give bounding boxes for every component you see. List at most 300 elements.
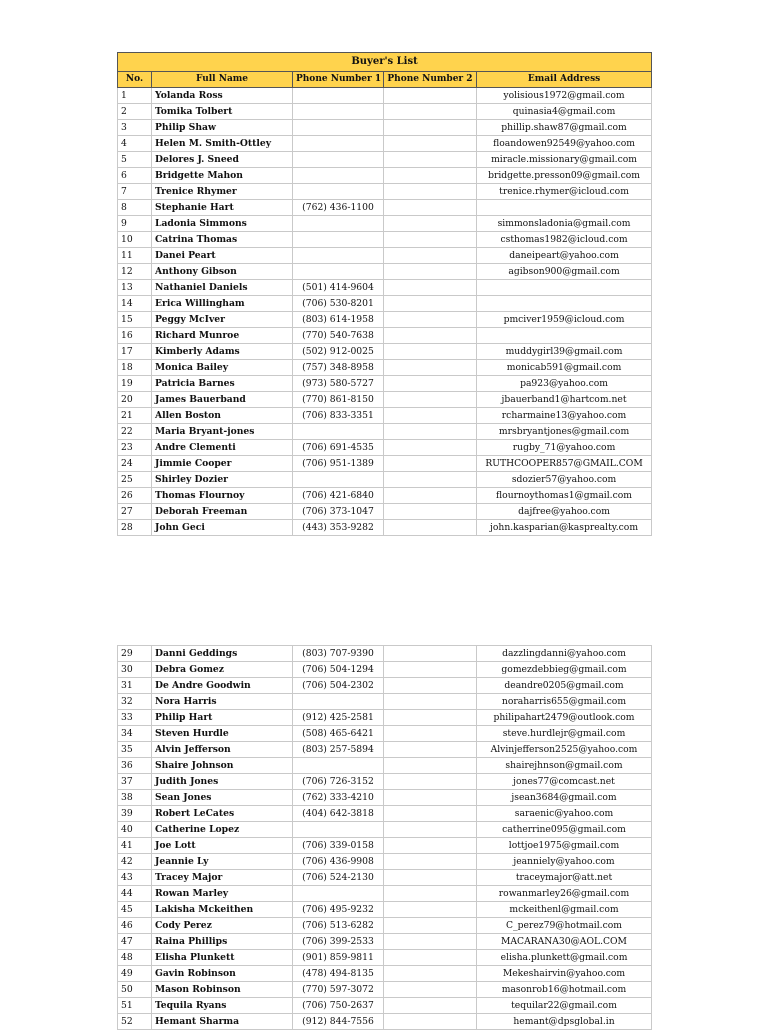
row-number: 11	[118, 248, 152, 264]
full-name: Nora Harris	[152, 694, 293, 710]
table-title: Buyer's List	[118, 53, 652, 72]
phone-number-1: (706) 726-3152	[293, 774, 384, 790]
table-row	[118, 790, 652, 806]
table-row	[118, 758, 652, 774]
row-number: 20	[118, 392, 152, 408]
row-number: 5	[118, 152, 152, 168]
full-name: Peggy McIver	[152, 312, 293, 328]
table-row	[118, 296, 652, 312]
row-number: 26	[118, 488, 152, 504]
email-address: steve.hurdlejr@gmail.com	[477, 726, 652, 742]
phone-number-1	[293, 232, 384, 248]
phone-number-1	[293, 886, 384, 902]
full-name: Richard Munroe	[152, 328, 293, 344]
row-number: 16	[118, 328, 152, 344]
phone-number-2	[384, 806, 477, 822]
table-row	[118, 184, 652, 200]
phone-number-1: (706) 495-9232	[293, 902, 384, 918]
phone-number-2	[384, 504, 477, 520]
email-address: traceymajor@att.net	[477, 870, 652, 886]
email-address: jbauerband1@hartcom.net	[477, 392, 652, 408]
full-name: Tracey Major	[152, 870, 293, 886]
email-address: pa923@yahoo.com	[477, 376, 652, 392]
phone-number-2	[384, 646, 477, 662]
table-row	[118, 424, 652, 440]
email-address: rcharmaine13@yahoo.com	[477, 408, 652, 424]
buyers-table-page-2	[117, 645, 652, 1030]
phone-number-1: (706) 750-2637	[293, 998, 384, 1014]
table-row	[118, 248, 652, 264]
full-name: Ladonia Simmons	[152, 216, 293, 232]
row-number: 13	[118, 280, 152, 296]
full-name: Rowan Marley	[152, 886, 293, 902]
row-number: 52	[118, 1014, 152, 1030]
table-row	[118, 280, 652, 296]
full-name: Danni Geddings	[152, 646, 293, 662]
table-row	[118, 1014, 652, 1030]
phone-number-1: (706) 399-2533	[293, 934, 384, 950]
email-address: gomezdebbieg@gmail.com	[477, 662, 652, 678]
email-address: yolisious1972@gmail.com	[477, 88, 652, 104]
row-number: 47	[118, 934, 152, 950]
table-row	[118, 488, 652, 504]
table-row	[118, 870, 652, 886]
phone-number-2	[384, 456, 477, 472]
full-name: Andre Clementi	[152, 440, 293, 456]
phone-number-2	[384, 120, 477, 136]
full-name: Trenice Rhymer	[152, 184, 293, 200]
full-name: Cody Perez	[152, 918, 293, 934]
email-address: Alvinjefferson2525@yahoo.com	[477, 742, 652, 758]
phone-number-2	[384, 950, 477, 966]
row-number: 22	[118, 424, 152, 440]
phone-number-1	[293, 88, 384, 104]
header-row	[118, 72, 652, 88]
email-address	[477, 296, 652, 312]
full-name: Thomas Flournoy	[152, 488, 293, 504]
email-address: C_perez79@hotmail.com	[477, 918, 652, 934]
phone-number-1	[293, 136, 384, 152]
phone-number-1: (770) 597-3072	[293, 982, 384, 998]
phone-number-2	[384, 520, 477, 536]
phone-number-2	[384, 726, 477, 742]
table-row	[118, 806, 652, 822]
full-name: Nathaniel Daniels	[152, 280, 293, 296]
full-name: Erica Willingham	[152, 296, 293, 312]
phone-number-1	[293, 758, 384, 774]
phone-number-1: (706) 524-2130	[293, 870, 384, 886]
row-number: 40	[118, 822, 152, 838]
phone-number-2	[384, 710, 477, 726]
row-number: 42	[118, 854, 152, 870]
phone-number-2	[384, 774, 477, 790]
row-number: 10	[118, 232, 152, 248]
phone-number-2	[384, 838, 477, 854]
buyers-table-page-1	[117, 52, 652, 536]
table-row	[118, 902, 652, 918]
full-name: James Bauerband	[152, 392, 293, 408]
email-address: lottjoe1975@gmail.com	[477, 838, 652, 854]
email-address: quinasia4@gmail.com	[477, 104, 652, 120]
row-number: 23	[118, 440, 152, 456]
email-address: rugby_71@yahoo.com	[477, 440, 652, 456]
phone-number-1: (508) 465-6421	[293, 726, 384, 742]
full-name: Stephanie Hart	[152, 200, 293, 216]
phone-number-1	[293, 120, 384, 136]
phone-number-2	[384, 1014, 477, 1030]
email-address: catherrine095@gmail.com	[477, 822, 652, 838]
row-number: 28	[118, 520, 152, 536]
phone-number-2	[384, 694, 477, 710]
table-row	[118, 136, 652, 152]
phone-number-1	[293, 822, 384, 838]
email-address: philipahart2479@outlook.com	[477, 710, 652, 726]
table-body-page-1	[118, 88, 652, 536]
table-row	[118, 312, 652, 328]
full-name: Jeannie Ly	[152, 854, 293, 870]
phone-number-2	[384, 870, 477, 886]
table-row	[118, 360, 652, 376]
full-name: Sean Jones	[152, 790, 293, 806]
phone-number-1	[293, 264, 384, 280]
email-address: dajfree@yahoo.com	[477, 504, 652, 520]
full-name: Monica Bailey	[152, 360, 293, 376]
table-row	[118, 918, 652, 934]
table-row	[118, 710, 652, 726]
full-name: Allen Boston	[152, 408, 293, 424]
phone-number-2	[384, 998, 477, 1014]
phone-number-1: (706) 339-0158	[293, 838, 384, 854]
email-address: noraharris655@gmail.com	[477, 694, 652, 710]
phone-number-2	[384, 886, 477, 902]
phone-number-2	[384, 472, 477, 488]
phone-number-2	[384, 264, 477, 280]
phone-number-1: (770) 540-7638	[293, 328, 384, 344]
email-address: elisha.plunkett@gmail.com	[477, 950, 652, 966]
full-name: Patricia Barnes	[152, 376, 293, 392]
full-name: Lakisha Mckeithen	[152, 902, 293, 918]
table-body-page-2	[118, 646, 652, 1030]
table-row	[118, 472, 652, 488]
email-address: phillip.shaw87@gmail.com	[477, 120, 652, 136]
phone-number-2	[384, 312, 477, 328]
full-name: Shirley Dozier	[152, 472, 293, 488]
row-number: 45	[118, 902, 152, 918]
phone-number-1: (803) 707-9390	[293, 646, 384, 662]
phone-number-2	[384, 790, 477, 806]
table-row	[118, 934, 652, 950]
phone-number-2	[384, 902, 477, 918]
phone-number-2	[384, 742, 477, 758]
table-row	[118, 886, 652, 902]
phone-number-1: (404) 642-3818	[293, 806, 384, 822]
row-number: 3	[118, 120, 152, 136]
full-name: Anthony Gibson	[152, 264, 293, 280]
phone-number-2	[384, 152, 477, 168]
email-address	[477, 200, 652, 216]
phone-number-1: (803) 614-1958	[293, 312, 384, 328]
phone-number-2	[384, 296, 477, 312]
email-address	[477, 328, 652, 344]
row-number: 36	[118, 758, 152, 774]
row-number: 32	[118, 694, 152, 710]
phone-number-1	[293, 216, 384, 232]
email-address: jones77@comcast.net	[477, 774, 652, 790]
full-name: Catherine Lopez	[152, 822, 293, 838]
full-name: John Geci	[152, 520, 293, 536]
full-name: Alvin Jefferson	[152, 742, 293, 758]
email-address: pmciver1959@icloud.com	[477, 312, 652, 328]
table-row	[118, 694, 652, 710]
email-address: saraenic@yahoo.com	[477, 806, 652, 822]
full-name: Gavin Robinson	[152, 966, 293, 982]
phone-number-2	[384, 328, 477, 344]
phone-number-1: (770) 861-8150	[293, 392, 384, 408]
full-name: Robert LeCates	[152, 806, 293, 822]
phone-number-1: (973) 580-5727	[293, 376, 384, 392]
full-name: Elisha Plunkett	[152, 950, 293, 966]
phone-number-2	[384, 966, 477, 982]
phone-number-2	[384, 392, 477, 408]
row-number: 48	[118, 950, 152, 966]
phone-number-1: (501) 414-9604	[293, 280, 384, 296]
phone-number-2	[384, 248, 477, 264]
row-number: 15	[118, 312, 152, 328]
full-name: Mason Robinson	[152, 982, 293, 998]
full-name: Danei Peart	[152, 248, 293, 264]
phone-number-2	[384, 854, 477, 870]
full-name: Steven Hurdle	[152, 726, 293, 742]
full-name: Joe Lott	[152, 838, 293, 854]
phone-number-2	[384, 88, 477, 104]
table-row	[118, 392, 652, 408]
row-number: 46	[118, 918, 152, 934]
full-name: Shaire Johnson	[152, 758, 293, 774]
row-number: 50	[118, 982, 152, 998]
table-row	[118, 678, 652, 694]
table-row	[118, 520, 652, 536]
phone-number-2	[384, 918, 477, 934]
email-address: trenice.rhymer@icloud.com	[477, 184, 652, 200]
email-address: tequilar22@gmail.com	[477, 998, 652, 1014]
row-number: 6	[118, 168, 152, 184]
phone-number-1: (706) 421-6840	[293, 488, 384, 504]
row-number: 1	[118, 88, 152, 104]
email-address: hemant@dpsglobal.in	[477, 1014, 652, 1030]
table-row	[118, 504, 652, 520]
full-name: Philip Hart	[152, 710, 293, 726]
table-row	[118, 168, 652, 184]
email-address	[477, 280, 652, 296]
row-number: 37	[118, 774, 152, 790]
row-number: 30	[118, 662, 152, 678]
email-address: mrsbryantjones@gmail.com	[477, 424, 652, 440]
row-number: 8	[118, 200, 152, 216]
phone-number-2	[384, 982, 477, 998]
row-number: 51	[118, 998, 152, 1014]
email-address: mckeithenl@gmail.com	[477, 902, 652, 918]
full-name: Tomika Tolbert	[152, 104, 293, 120]
row-number: 17	[118, 344, 152, 360]
full-name: Philip Shaw	[152, 120, 293, 136]
table-row	[118, 726, 652, 742]
table-row	[118, 662, 652, 678]
email-address: floandowen92549@yahoo.com	[477, 136, 652, 152]
phone-number-2	[384, 344, 477, 360]
email-address: miracle.missionary@gmail.com	[477, 152, 652, 168]
email-address: muddygirl39@gmail.com	[477, 344, 652, 360]
row-number: 14	[118, 296, 152, 312]
email-address: jsean3684@gmail.com	[477, 790, 652, 806]
phone-number-1: (762) 333-4210	[293, 790, 384, 806]
phone-number-1: (443) 353-9282	[293, 520, 384, 536]
phone-number-1: (706) 691-4535	[293, 440, 384, 456]
full-name: Jimmie Cooper	[152, 456, 293, 472]
table-row	[118, 950, 652, 966]
phone-number-1: (912) 425-2581	[293, 710, 384, 726]
table-row	[118, 232, 652, 248]
row-number: 18	[118, 360, 152, 376]
email-address: Mekeshairvin@yahoo.com	[477, 966, 652, 982]
phone-number-1: (912) 844-7556	[293, 1014, 384, 1030]
header-phone-1: Phone Number 1	[293, 72, 384, 88]
table-row	[118, 376, 652, 392]
table-row	[118, 742, 652, 758]
row-number: 19	[118, 376, 152, 392]
table-row	[118, 120, 652, 136]
table-row	[118, 838, 652, 854]
email-address: simmonsladonia@gmail.com	[477, 216, 652, 232]
phone-number-1	[293, 694, 384, 710]
email-address: csthomas1982@icloud.com	[477, 232, 652, 248]
table-row	[118, 774, 652, 790]
phone-number-2	[384, 678, 477, 694]
phone-number-1: (706) 436-9908	[293, 854, 384, 870]
phone-number-1: (901) 859-9811	[293, 950, 384, 966]
table-row	[118, 408, 652, 424]
phone-number-2	[384, 822, 477, 838]
table-row	[118, 264, 652, 280]
phone-number-1: (706) 513-6282	[293, 918, 384, 934]
phone-number-1	[293, 104, 384, 120]
phone-number-2	[384, 232, 477, 248]
email-address: dazzlingdanni@yahoo.com	[477, 646, 652, 662]
phone-number-2	[384, 424, 477, 440]
full-name: Debra Gomez	[152, 662, 293, 678]
phone-number-1: (502) 912-0025	[293, 344, 384, 360]
phone-number-2	[384, 360, 477, 376]
row-number: 29	[118, 646, 152, 662]
phone-number-1	[293, 424, 384, 440]
table-row	[118, 998, 652, 1014]
row-number: 33	[118, 710, 152, 726]
table-row	[118, 328, 652, 344]
email-address: MACARANA30@AOL.COM	[477, 934, 652, 950]
table-row	[118, 854, 652, 870]
table-row	[118, 966, 652, 982]
phone-number-2	[384, 488, 477, 504]
row-number: 49	[118, 966, 152, 982]
header-no: No.	[118, 72, 152, 88]
header-full-name: Full Name	[152, 72, 293, 88]
phone-number-2	[384, 408, 477, 424]
header-phone-2: Phone Number 2	[384, 72, 477, 88]
row-number: 27	[118, 504, 152, 520]
table-row	[118, 456, 652, 472]
email-address: deandre0205@gmail.com	[477, 678, 652, 694]
full-name: Tequila Ryans	[152, 998, 293, 1014]
email-address: jeannielу@yahoo.com	[477, 854, 652, 870]
full-name: Judith Jones	[152, 774, 293, 790]
full-name: Raina Phillips	[152, 934, 293, 950]
phone-number-2	[384, 104, 477, 120]
phone-number-1: (706) 504-2302	[293, 678, 384, 694]
row-number: 25	[118, 472, 152, 488]
phone-number-1: (706) 504-1294	[293, 662, 384, 678]
phone-number-2	[384, 184, 477, 200]
table-row	[118, 200, 652, 216]
email-address: daneipeart@yahoo.com	[477, 248, 652, 264]
row-number: 34	[118, 726, 152, 742]
phone-number-1: (706) 951-1389	[293, 456, 384, 472]
phone-number-1: (706) 530-8201	[293, 296, 384, 312]
table-row	[118, 104, 652, 120]
phone-number-1	[293, 152, 384, 168]
phone-number-2	[384, 376, 477, 392]
header-email: Email Address	[477, 72, 652, 88]
row-number: 41	[118, 838, 152, 854]
row-number: 43	[118, 870, 152, 886]
row-number: 39	[118, 806, 152, 822]
full-name: Bridgette Mahon	[152, 168, 293, 184]
phone-number-2	[384, 200, 477, 216]
full-name: Maria Bryant-jones	[152, 424, 293, 440]
full-name: Delores J. Sneed	[152, 152, 293, 168]
row-number: 2	[118, 104, 152, 120]
row-number: 21	[118, 408, 152, 424]
phone-number-1: (757) 348-8958	[293, 360, 384, 376]
phone-number-2	[384, 758, 477, 774]
phone-number-2	[384, 934, 477, 950]
full-name: Kimberly Adams	[152, 344, 293, 360]
table-row	[118, 344, 652, 360]
email-address: monicab591@gmail.com	[477, 360, 652, 376]
phone-number-1: (706) 833-3351	[293, 408, 384, 424]
phone-number-1: (803) 257-5894	[293, 742, 384, 758]
full-name: De Andre Goodwin	[152, 678, 293, 694]
email-address: masonrob16@hotmail.com	[477, 982, 652, 998]
email-address: shairejhnson@gmail.com	[477, 758, 652, 774]
email-address: RUTHCOOPER857@GMAIL.COM	[477, 456, 652, 472]
phone-number-1: (706) 373-1047	[293, 504, 384, 520]
table-row	[118, 88, 652, 104]
email-address: sdozier57@yahoo.com	[477, 472, 652, 488]
phone-number-2	[384, 136, 477, 152]
phone-number-1	[293, 472, 384, 488]
email-address: john.kasparian@kasprealty.com	[477, 520, 652, 536]
table-row	[118, 152, 652, 168]
full-name: Catrina Thomas	[152, 232, 293, 248]
full-name: Deborah Freeman	[152, 504, 293, 520]
row-number: 38	[118, 790, 152, 806]
table-row	[118, 982, 652, 998]
table-row	[118, 440, 652, 456]
row-number: 44	[118, 886, 152, 902]
email-address: flournoythomas1@gmail.com	[477, 488, 652, 504]
row-number: 9	[118, 216, 152, 232]
phone-number-1: (762) 436-1100	[293, 200, 384, 216]
row-number: 12	[118, 264, 152, 280]
